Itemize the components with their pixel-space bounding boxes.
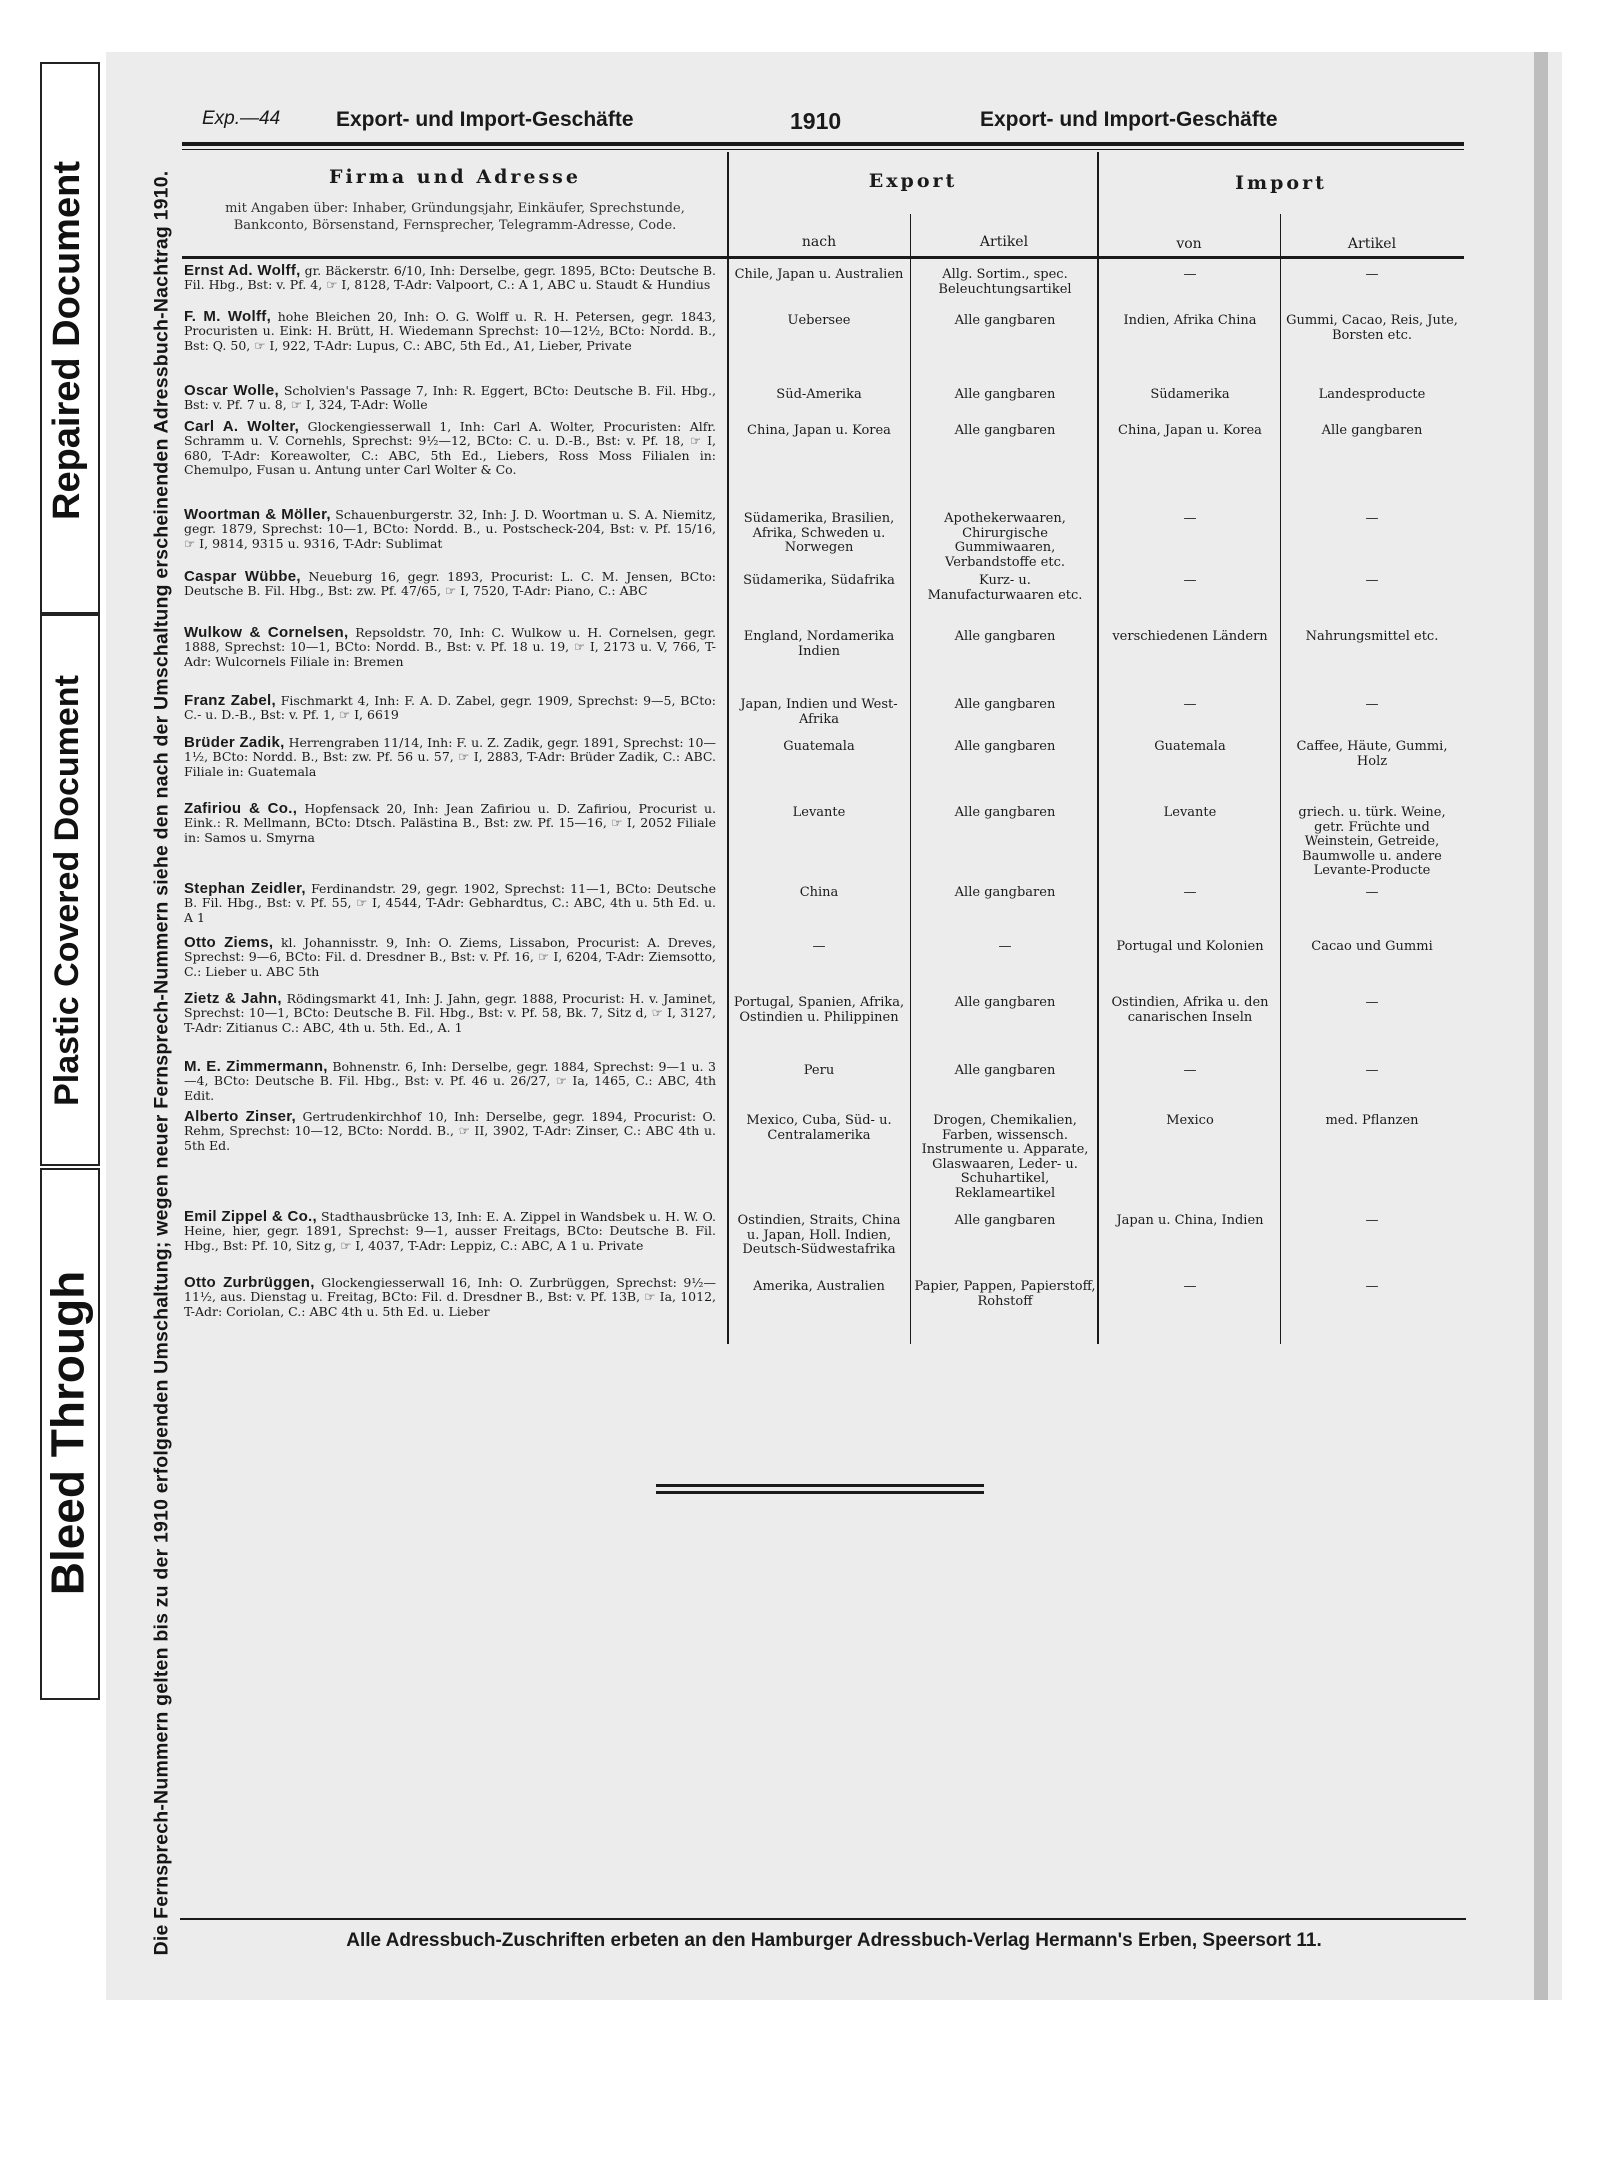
entry-firm-name: Franz Zabel, <box>184 692 276 709</box>
entry-import-origin: — <box>1183 511 1197 526</box>
footer-text: Alle Adressbuch-Zuschriften erbeten an den Hamburger Adressbuch-Verlag Hermann's Erben, Speersort 11. <box>346 1930 1322 1951</box>
entry-import-origin: — <box>1183 267 1197 282</box>
entry-firm-cell <box>184 570 716 599</box>
entry-export-articles: Alle gangbaren <box>954 697 1056 712</box>
entry-export-destination: Levante <box>792 805 846 820</box>
entry-export-articles: Alle gangbaren <box>954 1063 1056 1078</box>
entry-firm-details: Ferdinandstr. 29, gegr. 1902, Sprechst: 11—1, BCto: Deutsche B. Fil. Hbg., Bst: v. Pf. 55, ☞ I, 4544, T-Adr: Gebhardtus, C.: ABC, 4th u. 5th Ed. u. A 1 <box>184 881 716 925</box>
entry-firm-name: Otto Zurbrüggen, <box>184 1274 315 1291</box>
entry-firm-cell <box>184 420 716 477</box>
entry-import-articles: — <box>1365 697 1379 712</box>
entry-firm-details: Fischmarkt 4, Inh: F. A. D. Zabel, gegr. 1909, Sprechst: 9—5, BCto: C.- u. D.-B., Bst: v. Pf. 1, ☞ I, 6619 <box>184 693 716 723</box>
entry-export-destination: Südamerika, Brasilien, Afrika, Schweden u. Norwegen <box>743 511 895 556</box>
end-rule-upper <box>656 1484 984 1487</box>
entry-export-articles: Apothekerwaaren, Chirurgische Gummiwaaren, Verbandstoffe etc. <box>944 511 1066 570</box>
entry-firm-details: Repsoldstr. 70, Inh: C. Wulkow u. H. Cornelsen, gegr. 1888, Sprechst: 10—1, BCto: Nordd. B., Bst: v. Pf. 18 u. 19, ☞ I, 2173 u. V, 766, T-Adr: Wulcornels Filiale in: Bremen <box>184 625 716 669</box>
entry-export-destination: Mexico, Cuba, Süd- u. Centralamerika <box>746 1113 892 1143</box>
entry-import-articles: — <box>1365 573 1379 588</box>
entry-export-destination: Chile, Japan u. Australien <box>734 267 904 282</box>
entry-firm-cell <box>184 736 716 779</box>
entry-firm-cell <box>184 992 716 1035</box>
header-left-title: Export- und Import-Geschäfte <box>336 108 634 131</box>
entry-import-articles: Nahrungsmittel etc. <box>1305 629 1439 644</box>
entry-import-origin: — <box>1183 573 1197 588</box>
column-header-import: Import <box>1235 172 1327 194</box>
running-head <box>180 108 1470 136</box>
entry-export-destination: Guatemala <box>783 739 855 754</box>
bleed-through-label: Bleed Through <box>41 1270 94 1596</box>
column-divider-firma-export <box>727 152 729 1344</box>
entry-export-articles: Alle gangbaren <box>954 995 1056 1010</box>
entry-export-articles: Allg. Sortim., spec. Beleuchtungsartikel <box>938 267 1072 297</box>
header-year: 1910 <box>790 108 842 134</box>
entry-import-articles: — <box>1365 995 1379 1010</box>
entry-firm-details: Glockengiesserwall 1, Inh: Carl A. Wolter, Procuristen: Alfr. Schramm u. V. Cornehls, Sprechst: 9½—12, BCto: C. u. D.-B., Bst: v. Pf. 18, ☞ I, 680, T-Adr: Koreawolter, C.: ABC, 5th Ed., Liebers, Ross Moss Filialen in: Chemulpo, Fusan u. Antung unter Carl Wolter & Co. <box>184 419 716 477</box>
entry-firm-details: Neueburg 16, gegr. 1893, Procurist: L. C. M. Jensen, BCto: Deutsche B. Fil. Hbg., Bst: zw. Pf. 47/65, ☞ I, 7520, T-Adr: Piano, C.: ABC <box>184 569 716 599</box>
entry-import-origin: — <box>1183 1279 1197 1294</box>
entry-firm-name: Brüder Zadik, <box>184 734 285 751</box>
entry-firm-name: Caspar Wübbe, <box>184 568 301 585</box>
entry-import-origin: Levante <box>1163 805 1217 820</box>
entry-import-articles: — <box>1365 885 1379 900</box>
entry-import-articles: — <box>1365 1279 1379 1294</box>
margin-note <box>148 170 176 1956</box>
entry-export-destination: Süd-Amerika <box>776 387 862 402</box>
entry-export-destination: China, Japan u. Korea <box>747 423 891 438</box>
entry-import-origin: China, Japan u. Korea <box>1118 423 1262 438</box>
entry-firm-cell <box>184 694 716 723</box>
entry-firm-name: Woortman & Möller, <box>184 506 331 523</box>
table-header-rule <box>182 256 1464 259</box>
entry-firm-name: F. M. Wolff, <box>184 308 272 325</box>
entry-firm-cell <box>184 626 716 669</box>
entry-export-destination: Amerika, Australien <box>753 1279 885 1294</box>
entry-import-origin: — <box>1183 697 1197 712</box>
entry-export-destination: Uebersee <box>787 313 851 328</box>
entry-import-origin: Portugal und Kolonien <box>1116 939 1264 954</box>
entry-firm-name: Carl A. Wolter, <box>184 418 300 435</box>
entry-import-articles: Landesproducte <box>1318 387 1426 402</box>
repaired-document-tag <box>42 70 92 610</box>
entry-import-articles: — <box>1365 1063 1379 1078</box>
page-number: Exp.—44 <box>202 108 281 129</box>
entry-import-articles: med. Pflanzen <box>1325 1113 1419 1128</box>
entry-import-articles: Gummi, Cacao, Reis, Jute, Borsten etc. <box>1286 313 1458 343</box>
column-header-export: Export <box>868 170 958 192</box>
entry-import-articles: Alle gangbaren <box>1321 423 1423 438</box>
entry-firm-details: Rödingsmarkt 41, Inh: J. Jahn, gegr. 1888, Procurist: H. v. Jaminet, Sprechst: 10—1, BCto: Deutsche B. Fil. Hbg., Bst: v. Pf. 58, Bk. 7, Sitz d, ☞ I, 3127, T-Adr: Zitianus C.: ABC, 4th u. 5th. Ed., A. 1 <box>184 991 716 1035</box>
entry-import-articles: Cacao und Gummi <box>1311 939 1433 954</box>
entry-firm-details: Gertrudenkirchhof 10, Inh: Derselbe, gegr. 1894, Procurist: O. Rehm, Sprechst: 10—12, BCto: Nordd. B., ☞ II, 3902, T-Adr: Zinser, C.: ABC 4th u. 5th Ed. <box>184 1109 717 1153</box>
entry-import-origin: Ostindien, Afrika u. den canarischen Inseln <box>1111 995 1269 1025</box>
entry-import-articles: griech. u. türk. Weine, getr. Früchte und Weinstein, Getreide, Baumwolle u. andere Levante-Producte <box>1298 805 1446 879</box>
page-edge-shadow <box>1534 52 1548 2000</box>
entry-firm-cell <box>184 802 716 845</box>
entry-firm-cell <box>184 384 716 413</box>
entry-export-destination: England, Nordamerika Indien <box>743 629 895 659</box>
entry-export-destination: Peru <box>803 1063 835 1078</box>
entry-firm-details: kl. Johannisstr. 9, Inh: O. Ziems, Lissabon, Procurist: A. Dreves, Sprechst: 9—6, BCto: Fil. d. Dresdner B., Bst: v. Pf. 16, ☞ I, 6204, T-Adr: Ziemsotto, C.: Lieber u. ABC 5th <box>184 935 716 979</box>
entry-firm-name: Stephan Zeidler, <box>184 880 306 897</box>
entry-firm-details: Stadthausbrücke 13, Inh: E. A. Zippel in Wandsbek u. H. W. O. Heine, hier, gegr. 1891, Sprechst: 9—1, ausser Freitags, BCto: Deutsche B. Fil. Hbg., Bst: Pf. 10, Sitz g, ☞ I, 4037, T-Adr: Leppiz, C.: ABC, A 1 u. Private <box>184 1209 716 1253</box>
entry-firm-name: Otto Ziems, <box>184 934 274 951</box>
entry-firm-details: Glockengiesserwall 16, Inh: O. Zurbrüggen, Sprechst: 9½—11½, aus. Dienstag u. Freitag, BCto: Fil. d. Dresdner B., Bst: v. Pf. 13B, ☞ Ia, 1012, T-Adr: Coriolan, C.: ABC 4th u. 5th Ed. u. Lieber <box>184 1275 716 1319</box>
entry-firm-cell <box>184 310 716 353</box>
entry-firm-cell <box>184 936 716 979</box>
entry-export-destination: China <box>799 885 839 900</box>
column-header-artikel-import: Artikel <box>1347 236 1397 252</box>
entry-export-articles: Alle gangbaren <box>954 313 1056 328</box>
entry-firm-name: Alberto Zinser, <box>184 1108 297 1125</box>
entry-export-articles: Alle gangbaren <box>954 739 1056 754</box>
entry-import-articles: — <box>1365 1213 1379 1228</box>
entry-import-articles: — <box>1365 511 1379 526</box>
entry-export-articles: Alle gangbaren <box>954 1213 1056 1228</box>
entry-firm-cell <box>184 1110 716 1153</box>
entry-import-origin: verschiedenen Ländern <box>1112 629 1268 644</box>
entry-firm-name: Oscar Wolle, <box>184 382 280 399</box>
entry-export-destination: Portugal, Spanien, Afrika, Ostindien u. Philippinen <box>733 995 905 1025</box>
entry-export-destination: Japan, Indien und West-Afrika <box>740 697 898 727</box>
entry-import-origin: — <box>1183 885 1197 900</box>
header-right-title: Export- und Import-Geschäfte <box>980 108 1278 131</box>
entry-firm-name: Ernst Ad. Wolff, <box>184 262 301 279</box>
margin-note-text: Die Fernsprech-Nummern gelten bis zu der 1910 erfolgenden Umschaltung; wegen neuer Fernsprech-Nummern siehe den nach der Umschaltung erscheinenden Adressbuch-Nachtrag 1910. <box>150 170 173 1956</box>
entry-firm-name: M. E. Zimmermann, <box>184 1058 328 1075</box>
entry-firm-details: Scholvien's Passage 7, Inh: R. Eggert, BCto: Deutsche B. Fil. Hbg., Bst: v. Pf. 7 u. 8, ☞ I, 324, T-Adr: Wolle <box>184 383 716 413</box>
entry-export-articles: Alle gangbaren <box>954 423 1056 438</box>
entry-export-articles: Drogen, Chemikalien, Farben, wissensch. Instrumente u. Apparate, Glaswaaren, Leder- u. Schuhartikel, Reklameartikel <box>921 1113 1089 1201</box>
entry-firm-details: Herrengraben 11/14, Inh: F. u. Z. Zadik, gegr. 1891, Sprechst: 10—1½, BCto: Nordd. B., Bst: zw. Pf. 56 u. 57, ☞ I, 2883, T-Adr: Brüder Zadik, C.: ABC. Filiale in: Guatemala <box>184 735 716 779</box>
column-header-artikel-export: Artikel <box>979 234 1029 250</box>
entry-export-articles: Papier, Pappen, Papierstoff, Rohstoff <box>914 1279 1096 1309</box>
column-divider-von-artikel <box>1280 214 1281 1344</box>
entry-export-destination: Südamerika, Südafrika <box>743 573 895 588</box>
column-header-firma-note: mit Angaben über: Inhaber, Gründungsjahr, Einkäufer, Sprechstunde, Bankconto, Börsenstand, Fernsprecher, Telegramm-Adresse, Code. <box>225 201 685 233</box>
column-header-firma: Firma und Adresse <box>329 166 581 188</box>
entry-export-articles: Alle gangbaren <box>954 629 1056 644</box>
entry-firm-details: Schauenburgerstr. 32, Inh: J. D. Woortman u. S. A. Niemitz, gegr. 1879, Sprechst: 10—1, BCto: Nordd. B., u. Postscheck-204, Bst: v. Pf. 15/16, ☞ I, 9814, 9315 u. 9316, T-Adr: Sublimat <box>184 507 716 551</box>
footer-rule <box>180 1918 1466 1920</box>
entry-export-destination: Ostindien, Straits, China u. Japan, Holl. Indien, Deutsch-Südwestafrika <box>737 1213 901 1258</box>
entry-firm-cell <box>184 264 716 293</box>
entry-firm-details: Bohnenstr. 6, Inh: Derselbe, gegr. 1884, Sprechst: 9—1 u. 3—4, BCto: Deutsche B. Fil. Hbg., Bst: v. Pf. 46 u. 26/27, ☞ Ia, 1465, C.: ABC, 4th Edit. <box>184 1059 716 1103</box>
repaired-document-label: Repaired Document <box>45 160 88 520</box>
entry-firm-details: Hopfensack 20, Inh: Jean Zafiriou u. D. Zafiriou, Procurist u. Eink.: R. Mellmann, BCto: Dtsch. Palästina B., Bst: zw. Pf. 15—16, ☞ I, 2052 Filiale in: Samos u. Smyrna <box>184 801 717 845</box>
entry-export-articles: Alle gangbaren <box>954 387 1056 402</box>
entry-export-articles: — <box>998 939 1012 954</box>
entry-firm-cell <box>184 882 716 925</box>
header-rule-thick <box>182 142 1464 146</box>
entry-firm-cell <box>184 508 716 551</box>
entry-firm-name: Emil Zippel & Co., <box>184 1208 317 1225</box>
plastic-covered-label: Plastic Covered Document <box>47 674 86 1106</box>
entry-import-origin: Indien, Afrika China <box>1123 313 1257 328</box>
plastic-covered-tag <box>42 622 92 1158</box>
entry-import-articles: — <box>1365 267 1379 282</box>
entry-firm-details: hohe Bleichen 20, Inh: O. G. Wolff u. R. H. Petersen, gegr. 1843, Procuristen u. Eink: H. Brütt, H. Wiedemann Sprechst: 10—12½, BCto: Nordd. B., Bst: Q. 50, ☞ I, 922, T-Adr: Lupus, C.: ABC, 5th Ed., A1, Lieber, Private <box>184 309 717 353</box>
entry-export-articles: Kurz- u. Manufacturwaaren etc. <box>927 573 1083 603</box>
entry-export-articles: Alle gangbaren <box>954 885 1056 900</box>
entry-firm-cell <box>184 1060 716 1103</box>
header-rule-thin <box>182 149 1464 150</box>
entry-import-origin: — <box>1183 1063 1197 1078</box>
entry-firm-name: Zafiriou & Co., <box>184 800 298 817</box>
entry-import-origin: Japan u. China, Indien <box>1116 1213 1264 1228</box>
column-header-nach: nach <box>801 234 837 250</box>
entry-firm-details: gr. Bäckerstr. 6/10, Inh: Derselbe, gegr. 1895, BCto: Deutsche B. Fil. Hbg., Bst: v. Pf. 4, ☞ I, 8128, T-Adr: Valpoort, C.: A 1, ABC u. Staudt & Hundius <box>184 263 716 293</box>
entry-import-articles: Caffee, Häute, Gummi, Holz <box>1296 739 1448 769</box>
end-rule-lower <box>656 1491 984 1494</box>
entry-import-origin: Mexico <box>1166 1113 1214 1128</box>
column-divider-export-import <box>1097 152 1099 1344</box>
entry-export-destination: — <box>812 939 826 954</box>
entry-export-articles: Alle gangbaren <box>954 805 1056 820</box>
entry-import-origin: Guatemala <box>1154 739 1226 754</box>
entry-firm-name: Wulkow & Cornelsen, <box>184 624 349 641</box>
entry-firm-name: Zietz & Jahn, <box>184 990 282 1007</box>
column-divider-nach-artikel <box>910 214 911 1344</box>
bleed-through-tag <box>42 1178 92 1688</box>
entry-import-origin: Südamerika <box>1150 387 1230 402</box>
entry-firm-cell <box>184 1210 716 1253</box>
column-header-von: von <box>1176 236 1202 252</box>
entry-firm-cell <box>184 1276 716 1319</box>
